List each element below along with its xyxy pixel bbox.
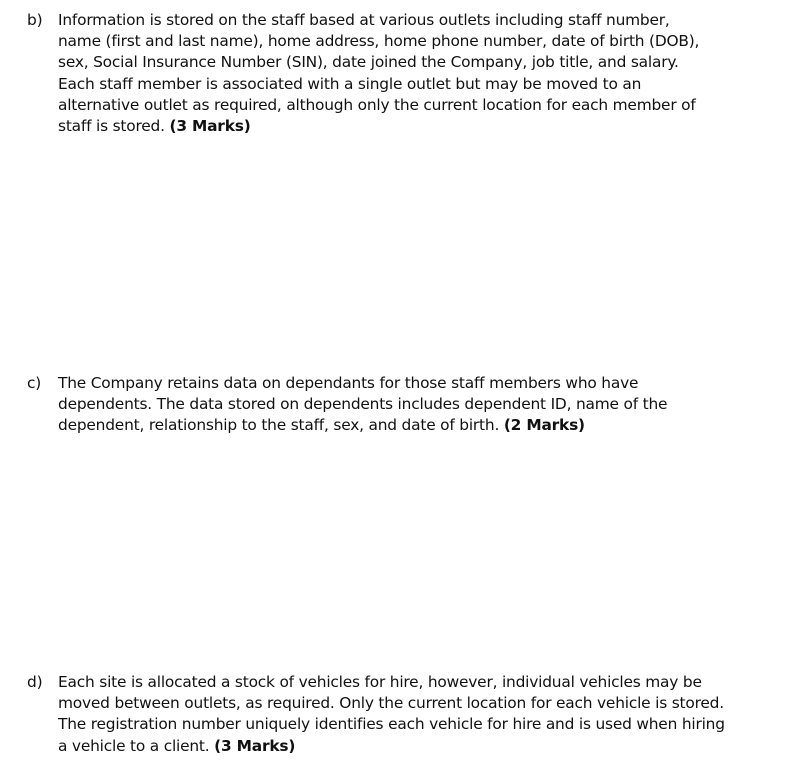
question-line: alternative outlet as required, although only the current location for each member of xyxy=(58,95,696,114)
question-line: a vehicle to a client. xyxy=(58,736,210,755)
question-label: c) xyxy=(27,374,42,392)
question-line: Each staff member is associated with a single outlet but may be moved to an xyxy=(58,74,642,93)
question-line: dependent, relationship to the staff, sex, and date of birth. xyxy=(58,416,500,435)
question-text xyxy=(58,373,667,437)
question-line: moved between outlets, as required. Only the current location for each vehicle is stored. xyxy=(58,694,724,713)
marks-label: (3 Marks) xyxy=(169,117,251,136)
question-text xyxy=(58,10,699,137)
marks-label: (3 Marks) xyxy=(214,736,296,755)
question-line: sex, Social Insurance Number (SIN), date joined the Company, job title, and salary. xyxy=(58,53,679,72)
question-line: Each site is allocated a stock of vehicles for hire, however, individual vehicles may be xyxy=(58,673,702,691)
question-last-line xyxy=(58,116,699,137)
question-last-line xyxy=(58,415,667,436)
question-line: Information is stored on the staff based at various outlets including staff number, xyxy=(58,11,670,29)
question-line: The Company retains data on dependants for those staff members who have xyxy=(58,374,639,392)
marks-label: (2 Marks) xyxy=(503,416,585,435)
question-line: The registration number uniquely identifies each vehicle for hire and is used when hiring xyxy=(58,715,725,734)
question-line: name (first and last name), home address, home phone number, date of birth (DOB), xyxy=(58,32,700,51)
question-label: b) xyxy=(27,11,43,29)
question-line: staff is stored. xyxy=(58,117,165,136)
question-line: dependents. The data stored on dependents includes dependent ID, name of the xyxy=(58,395,668,414)
question-last-line xyxy=(58,736,725,757)
question-text xyxy=(58,672,725,757)
question-label: d) xyxy=(27,673,43,691)
